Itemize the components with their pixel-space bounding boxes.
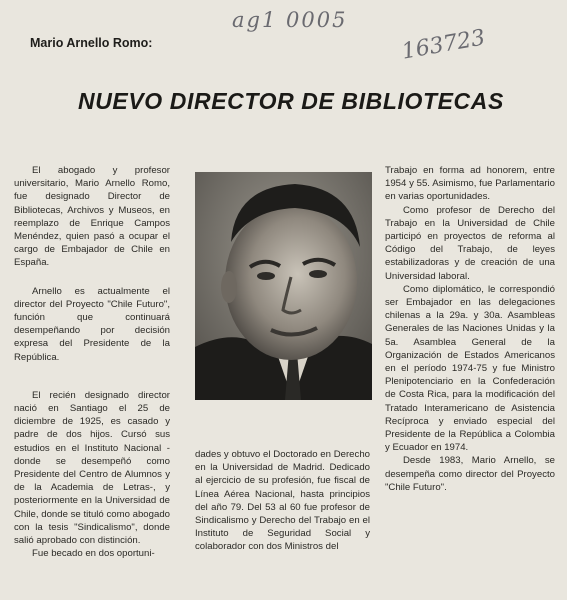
column1-paragraph: Fue becado en dos oportuni- [32, 548, 155, 560]
article-column-2 [195, 448, 370, 554]
column2-paragraph: dades y obtuvo el Doctorado en Derecho en la Universidad de Madrid. Dedicado al ejercicio de su profesión, fue fiscal de Línea Aérea Nacional, hasta principios del año 79. Del 53 al 60 fue profesor de Sindicalismo y Derecho del Trabajo en el Instituto de Seguridad Social y colaborador con dos Ministros del [195, 449, 370, 553]
column1-paragraph: El abogado y profesor universitario, Mario Arnello Romo, fue designado Director de Bibliotecas, Archivos y Museos, en reemplazo de Enrique Campos Menéndez, quien pasó a ocupar el cargo de Embajador de Chile en España. [14, 165, 170, 269]
column3-paragraph: Trabajo en forma ad honorem, entre 1954 y 55. Asimismo, fue Parlamentario en varias oportunidades. [385, 165, 555, 203]
column3-paragraph: Desde 1983, Mario Arnello, se desempeña como director del Proyecto "Chile Futuro". [385, 455, 555, 493]
headline: NUEVO DIRECTOR DE BIBLIOTECAS [78, 88, 504, 114]
portrait-photo [195, 172, 372, 400]
article-column-1 [14, 164, 170, 560]
byline: Mario Arnello Romo: [30, 36, 153, 50]
column3-paragraph: Como profesor de Derecho del Trabajo en la Universidad de Chile participó en proyectos de reforma al Código del Trabajo, de leyes estabilizadoras y de creación de una Universidad laboral. [385, 204, 555, 282]
article-column-3 [385, 164, 555, 494]
handwritten-catalog-number: 163723 [400, 25, 488, 65]
column1-paragraph: El recién designado director nació en Santiago el 25 de diciembre de 1925, es casado y padre de dos hijos. Cursó sus estudios en el Instituto Nacional -donde se desempeñó como Presidente del Centro de Alumnos y de la Academia de Letras-, y posteriormente en la Universidad de Chile, donde se tituló como abogado con la tesis "Sindicalismo", donde salió aprobado con distinción. [14, 389, 170, 547]
column3-paragraph: Como diplomático, le correspondió ser Embajador en las delegaciones chilenas a la 29a. y 30a. Asambleas Generales de las Naciones Unidas y la 5a. Asamblea General de la Organización de Estados Americanos en el período 1974-75 y fue Ministro Plenipotenciario en la Confederación de Costa Rica, para la modificación del Tratado Interamericano de Asistencia Recíproca y enviado especial del Presidente de la República a Colombia y Ecuador en 1974. [385, 283, 555, 454]
column1-paragraph: Arnello es actualmente el director del Proyecto "Chile Futuro", función que continuará desempeñando por decisión expresa del Presidente de la República. [14, 285, 170, 363]
handwritten-archive-code: ag1 0005 [232, 8, 348, 32]
